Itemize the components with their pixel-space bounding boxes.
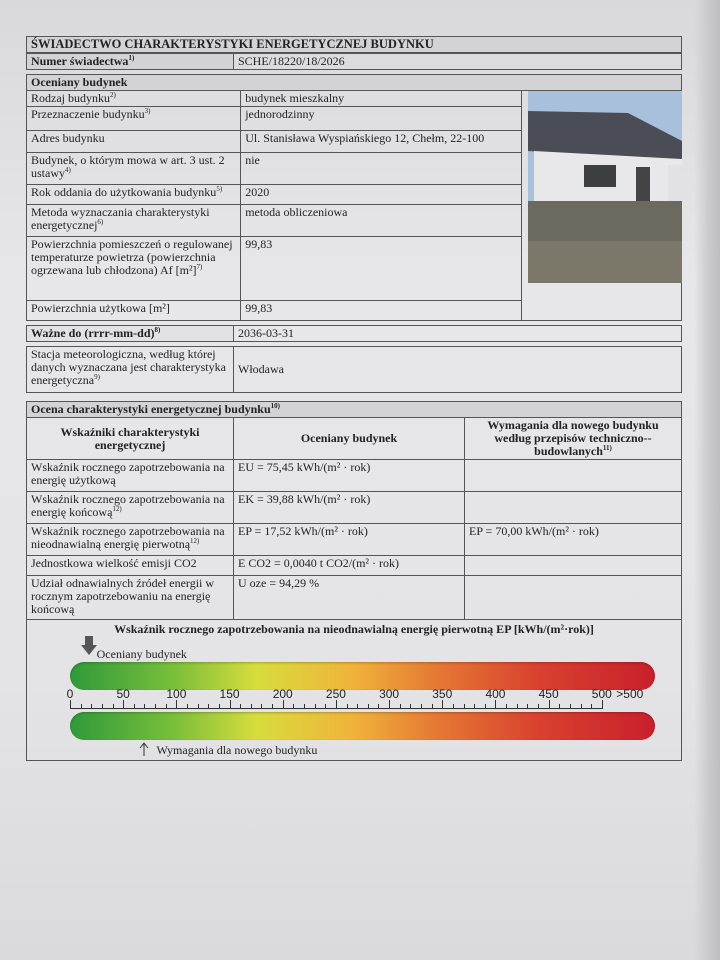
ep-minor-tick	[240, 704, 241, 709]
row-label: Powierzchnia użytkowa [m²]	[27, 301, 241, 321]
assessment-title: Ocena charakterystyki energetycznej budynku$^{10)}$	[27, 402, 682, 418]
station-value: Włodawa	[234, 347, 682, 393]
ep-major-tick	[389, 700, 390, 709]
indicator-value: EP = 17,52 kWh/(m² · rok)	[234, 524, 465, 556]
ep-minor-tick	[315, 704, 316, 709]
ep-scale-title: Wskaźnik rocznego zapotrzebowania na nieodnawialną energię pierwotną EP [kWh/(m²·rok)]	[114, 622, 594, 636]
ep-minor-tick	[155, 704, 156, 709]
ep-minor-tick	[538, 704, 539, 709]
col-header-requirements: Wymagania dla nowego budynku według przepisów techniczno--budowlanych$^{11)}$	[465, 418, 682, 460]
ep-requirement-label: Wymagania dla nowego budynku	[156, 743, 318, 757]
ep-minor-tick	[453, 704, 454, 709]
ep-minor-tick	[400, 704, 401, 709]
indicator-label: Udział odnawialnych źródeł energii w rocznym zapotrzebowaniu na energię końcową	[27, 576, 234, 620]
header-table	[26, 36, 682, 53]
indicator-requirement	[465, 492, 682, 524]
ep-minor-tick	[570, 704, 571, 709]
ep-minor-tick	[166, 704, 167, 709]
ep-tick-label: >500	[616, 687, 644, 701]
row-label: Przeznaczenie budynku$^{3)}$	[27, 107, 241, 131]
ep-minor-tick	[432, 704, 433, 709]
indicator-label: Jednostkowa wielkość emisji CO2	[27, 556, 234, 576]
certificate-number-table	[26, 53, 682, 70]
ep-tick-label: 400	[485, 687, 506, 701]
ep-tick-label: 300	[379, 687, 400, 701]
row-value: budynek mieszkalny	[241, 91, 521, 107]
certificate-number-label: Numer świadectwa$^{1)}$	[27, 54, 234, 70]
row-value: metoda obliczeniowa	[241, 205, 521, 237]
ep-minor-tick	[187, 704, 188, 709]
ep-major-tick	[602, 700, 603, 709]
row-label: Rodzaj budynku$^{2)}$	[27, 91, 241, 107]
ep-tick-label: 200	[272, 687, 293, 701]
ep-minor-tick	[347, 704, 348, 709]
certificate-document	[26, 36, 682, 761]
ep-minor-tick	[144, 704, 145, 709]
ep-scale	[27, 620, 681, 760]
ep-major-tick	[495, 700, 496, 709]
row-label: Powierzchnia pomieszczeń o regulowanej temperaturze powietrza (powierzchnia ogrzewana lub chłodzona) Af $[m^2]^{7)}$	[27, 237, 241, 301]
ep-major-tick	[70, 700, 71, 709]
ep-tick-label: 0	[66, 687, 74, 701]
valid-until-table	[26, 325, 682, 342]
row-label: Budynek, o którym mowa w art. 3 ust. 2 ustawy$^{4)}$	[27, 153, 241, 185]
indicator-value: EU = 75,45 kWh/(m² · rok)	[234, 460, 465, 492]
indicator-requirement	[465, 576, 682, 620]
ep-major-tick	[176, 700, 177, 709]
valid-until-value: 2036-03-31	[234, 326, 682, 342]
ep-major-tick	[442, 700, 443, 709]
ep-major-tick	[549, 700, 550, 709]
ep-minor-tick	[506, 704, 507, 709]
ep-minor-tick	[304, 704, 305, 709]
indicator-label: Wskaźnik rocznego zapotrzebowania na energię użytkową	[27, 460, 234, 492]
ep-minor-tick	[357, 704, 358, 709]
ep-minor-tick	[251, 704, 252, 709]
ep-building-marker-icon	[81, 636, 97, 656]
station-table	[26, 346, 682, 393]
ep-bar-requirement	[70, 712, 655, 740]
indicator-requirement: EP = 70,00 kWh/(m² · rok)	[465, 524, 682, 556]
ep-minor-tick	[485, 704, 486, 709]
ep-minor-tick	[134, 704, 135, 709]
ep-minor-tick	[208, 704, 209, 709]
ep-minor-tick	[91, 704, 92, 709]
ep-building-label: Oceniany budynek	[96, 647, 187, 661]
ep-minor-tick	[102, 704, 103, 709]
indicator-label: Wskaźnik rocznego zapotrzebowania na energię końcową$^{12)}$	[27, 492, 234, 524]
ep-major-tick	[283, 700, 284, 709]
ep-tick-label: 350	[432, 687, 453, 701]
row-value: 99,83	[241, 301, 521, 321]
row-value: 2020	[241, 185, 521, 205]
ep-major-tick	[230, 700, 231, 709]
indicator-label: Wskaźnik rocznego zapotrzebowania na nieodnawialną energię pierwotną$^{12)}$	[27, 524, 234, 556]
indicator-value: U oze = 94,29 %	[234, 576, 465, 620]
col-header-building: Oceniany budynek	[234, 418, 465, 460]
ep-minor-tick	[219, 704, 220, 709]
ep-scale-cell	[27, 620, 682, 761]
indicator-value: E CO2 = 0,0040 t CO2/(m² · rok)	[234, 556, 465, 576]
ep-minor-tick	[293, 704, 294, 709]
ep-tick-label: 450	[538, 687, 559, 701]
ep-minor-tick	[272, 704, 273, 709]
page-edge-shadow	[694, 0, 720, 960]
document-title: ŚWIADECTWO CHARAKTERYSTYKI ENERGETYCZNEJ BUDYNKU	[27, 37, 682, 53]
building-photo	[528, 91, 682, 283]
ep-minor-tick	[368, 704, 369, 709]
building-section-header: Oceniany budynek	[27, 75, 682, 91]
ep-minor-tick	[261, 704, 262, 709]
ep-minor-tick	[581, 704, 582, 709]
ep-minor-tick	[325, 704, 326, 709]
ep-minor-tick	[517, 704, 518, 709]
valid-until-label: Ważne do (rrrr-mm-dd)$^{8)}$	[27, 326, 234, 342]
indicator-requirement	[465, 460, 682, 492]
row-label: Metoda wyznaczania charakterystyki energetycznej$^{6)}$	[27, 205, 241, 237]
ep-minor-tick	[198, 704, 199, 709]
row-label: Rok oddania do użytkowania budynku$^{5)}$	[27, 185, 241, 205]
ep-minor-tick	[113, 704, 114, 709]
row-label: Adres budynku	[27, 131, 241, 153]
indicator-value: EK = 39,88 kWh/(m² · rok)	[234, 492, 465, 524]
station-label: Stacja meteorologiczna, według której danych wyznaczana jest charakterystyka energetyczna$^{9)}$	[27, 347, 234, 393]
row-value: jednorodzinny	[241, 107, 521, 131]
certificate-number-value: SCHE/18220/18/2026	[234, 54, 682, 70]
row-value: Ul. Stanisława Wyspiańskiego 12, Chełm, 22-100	[241, 131, 521, 153]
ep-tick-label: 100	[166, 687, 187, 701]
assessment-table	[26, 401, 682, 761]
ep-tick-label: 50	[116, 687, 130, 701]
ep-tick-label: 500	[591, 687, 612, 701]
ep-major-tick	[336, 700, 337, 709]
ep-minor-tick	[464, 704, 465, 709]
ep-major-tick	[123, 700, 124, 709]
ep-tick-label: 250	[325, 687, 346, 701]
ep-tick-label: 150	[219, 687, 240, 701]
ep-minor-tick	[81, 704, 82, 709]
ep-minor-tick	[378, 704, 379, 709]
ep-minor-tick	[527, 704, 528, 709]
ep-bar-building	[70, 662, 655, 690]
ep-minor-tick	[421, 704, 422, 709]
col-header-indicators: Wskaźniki charakterystyki energetycznej	[27, 418, 234, 460]
ep-minor-tick	[410, 704, 411, 709]
row-value: nie	[241, 153, 521, 185]
ep-minor-tick	[591, 704, 592, 709]
indicator-requirement	[465, 556, 682, 576]
row-value: 99,83	[241, 237, 521, 301]
ep-minor-tick	[474, 704, 475, 709]
house-illustration	[528, 91, 682, 283]
ep-requirement-marker-icon	[139, 742, 149, 756]
ep-minor-tick	[559, 704, 560, 709]
